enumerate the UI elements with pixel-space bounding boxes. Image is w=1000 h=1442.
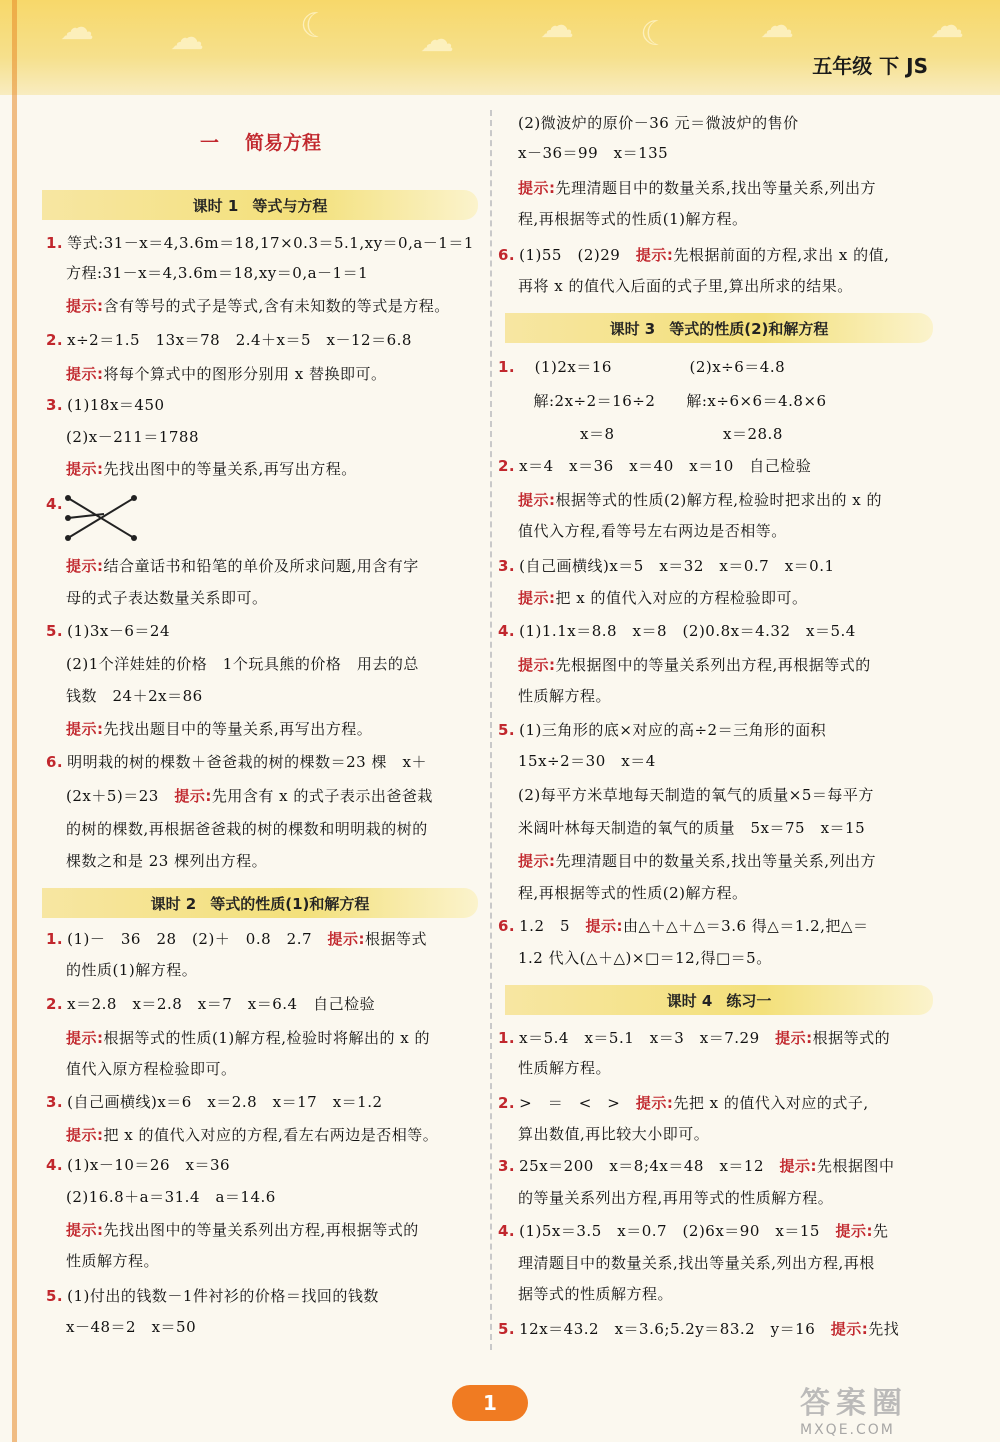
- answer-text: 结合童话书和铅笔的单价及所求问题,用含有字: [103, 557, 419, 575]
- answer-text: (2x＋5)＝23: [66, 787, 175, 805]
- hint-label: 提示:: [66, 720, 104, 738]
- page-number: 1: [452, 1385, 528, 1421]
- question-number: 3.: [46, 396, 64, 414]
- hint-label: 提示:: [835, 1222, 873, 1240]
- hint-label: 提示:: [775, 1029, 813, 1047]
- answer-line: [66, 654, 419, 674]
- hint-text: 先根据前面的方程,求出 x 的值,: [673, 246, 890, 264]
- hint-label: 提示:: [779, 1157, 818, 1175]
- lesson-title: 等式与方程: [252, 196, 328, 215]
- hint-label: 提示:: [66, 365, 104, 383]
- answer-line: [498, 1093, 869, 1113]
- unit-name: 简易方程: [245, 132, 322, 154]
- answer-text: 性质解方程。: [518, 1059, 612, 1077]
- matching-lines-diagram: [64, 492, 138, 544]
- match-dot: [131, 535, 137, 541]
- answer-text: (2)1个洋娃娃的价格 1个玩具熊的价格 用去的总: [66, 655, 419, 673]
- hint-label: 提示:: [585, 917, 624, 935]
- cloud-icon: ☁: [170, 18, 204, 58]
- answer-line: [518, 424, 783, 444]
- answer-text: (1)付出的钱数－1件衬衫的价格＝找回的钱数: [67, 1287, 379, 1305]
- hint-label: 提示:: [174, 787, 212, 805]
- answer-line: [46, 494, 67, 514]
- hint-label: 提示:: [518, 179, 556, 197]
- answer-line: [518, 1284, 673, 1304]
- answer-text: 的树的棵数,再根据爸爸栽的树的棵数和明明栽的树的: [66, 820, 428, 838]
- question-number: 1.: [46, 234, 64, 252]
- answer-text: (1)55 (2)29: [519, 246, 636, 264]
- answer-text: 值代入原方程检验即可。: [66, 1060, 237, 1078]
- answer-line: [46, 1286, 379, 1306]
- lesson-label: 课时 2: [150, 894, 197, 913]
- match-dot: [131, 495, 137, 501]
- unit-number: 一: [200, 132, 220, 154]
- page-spine: [12, 0, 17, 1442]
- hint-line: [66, 1220, 419, 1240]
- cloud-icon: ☁: [420, 20, 454, 60]
- answer-text: x＝4 x＝36 x＝40 x＝10 自己检验: [519, 457, 812, 475]
- question-number: 6.: [498, 246, 516, 264]
- match-dot: [65, 515, 71, 521]
- answer-line: [46, 330, 412, 350]
- answer-line: [518, 113, 799, 133]
- answer-line: [66, 427, 199, 447]
- answer-text: 1.2 5: [519, 917, 586, 935]
- question-number: 2.: [46, 995, 64, 1013]
- answer-line: [46, 395, 165, 415]
- moon-icon: ☾: [640, 14, 671, 54]
- answer-text: 理清题目中的数量关系,找出等量关系,列出方程,再根: [518, 1254, 875, 1272]
- answer-line: [518, 1188, 833, 1208]
- answer-text: (2)16.8＋a＝31.4 a＝14.6: [66, 1188, 276, 1206]
- answer-text: (1)2x＝16 (2)x÷6＝4.8: [519, 358, 786, 376]
- answer-text: 母的式子表达数量关系即可。: [66, 589, 268, 607]
- answer-text: (自己画横线)x＝6 x＝2.8 x＝17 x＝1.2: [67, 1093, 383, 1111]
- answer-text: x－48＝2 x＝50: [66, 1318, 197, 1336]
- grade-label: 五年级 下 JS: [812, 54, 928, 78]
- hint-text: 先找: [868, 1320, 900, 1338]
- lesson-title: 等式的性质(1)和解方程: [210, 894, 370, 913]
- question-number: 3.: [46, 1093, 64, 1111]
- hint-line: [66, 719, 372, 739]
- answer-line: [66, 786, 433, 806]
- answer-line: [46, 1155, 230, 1175]
- cloud-icon: ☁: [540, 6, 574, 46]
- hint-label: 提示:: [518, 491, 556, 509]
- answer-line: [518, 818, 865, 838]
- answer-line: [498, 357, 785, 377]
- answer-text: 根据等式的性质(1)解方程,检验时将解出的 x 的: [103, 1029, 431, 1047]
- hint-label: 提示:: [66, 1126, 104, 1144]
- answer-text: 先找出题目中的等量关系,再写出方程。: [103, 720, 373, 738]
- answer-line: [498, 720, 826, 740]
- hint-label: 提示:: [518, 589, 556, 607]
- answer-text: x＝5.4 x＝5.1 x＝3 x＝7.29: [519, 1029, 776, 1047]
- answer-line: [518, 686, 611, 706]
- question-number: 4.: [498, 622, 516, 640]
- hint-label: 提示:: [635, 1094, 674, 1112]
- question-number: 3.: [498, 557, 516, 575]
- answer-text: (1)x－10＝26 x＝36: [67, 1156, 231, 1174]
- answer-line: [498, 1221, 888, 1241]
- answer-line: [518, 209, 748, 229]
- answer-line: [66, 819, 428, 839]
- hint-label: 提示:: [66, 297, 104, 315]
- answer-line: [518, 1253, 875, 1273]
- answer-text: 的等量关系列出方程,再用等式的性质解方程。: [518, 1189, 834, 1207]
- hint-line: [66, 1125, 438, 1145]
- answer-line: [66, 263, 368, 283]
- question-number: 6.: [46, 753, 64, 771]
- question-number: 1.: [498, 1029, 516, 1047]
- answer-text: 把 x 的值代入对应的方程,看左右两边是否相等。: [103, 1126, 439, 1144]
- answer-text: 再将 x 的值代入后面的式子里,算出所求的结果。: [518, 277, 853, 295]
- answer-text: (1)3x－6＝24: [67, 622, 171, 640]
- answer-line: [46, 929, 427, 949]
- answer-text: 15x÷2＝30 x＝4: [518, 752, 656, 770]
- unit-title: [200, 128, 321, 155]
- hint-text: 先用含有 x 的式子表示出爸爸栽: [211, 787, 433, 805]
- lesson-label: 课时 3: [609, 319, 656, 338]
- moon-icon: ☾: [300, 6, 331, 46]
- answer-line: [498, 1028, 890, 1048]
- answer-line: [518, 521, 787, 541]
- answer-text: 先根据图中的等量关系列出方程,再根据等式的: [555, 656, 871, 674]
- answer-text: 性质解方程。: [518, 687, 612, 705]
- hint-text: 根据等式的: [812, 1029, 891, 1047]
- answer-text: 程,再根据等式的性质(2)解方程。: [518, 884, 748, 902]
- answer-text: 将每个算式中的图形分别用 x 替换即可。: [103, 365, 387, 383]
- hint-line: [66, 364, 387, 384]
- answer-line: [498, 621, 856, 641]
- answer-line: [46, 621, 170, 641]
- lesson-label: 课时 4: [666, 991, 713, 1010]
- hint-line: [518, 490, 882, 510]
- lesson-4-header: [505, 985, 933, 1015]
- answer-line: [66, 686, 203, 706]
- answer-text: 25x＝200 x＝8;4x＝48 x＝12: [519, 1157, 780, 1175]
- answer-line: [518, 143, 668, 163]
- answer-text: x＝8 x＝28.8: [518, 425, 783, 443]
- question-number: 5.: [498, 721, 516, 739]
- answer-text: 性质解方程。: [66, 1252, 160, 1270]
- answer-text: 等式:31－x＝4,3.6m＝18,17×0.3＝5.1,xy＝0,a－1＝1: [67, 234, 474, 252]
- hint-text: 由△＋△＋△＝3.6 得△＝1.2,把△＝: [623, 917, 869, 935]
- hint-line: [518, 588, 808, 608]
- hint-label: 提示:: [66, 1221, 104, 1239]
- answer-line: [518, 948, 772, 968]
- lesson-label: 课时 1: [192, 196, 239, 215]
- answer-line: [518, 785, 874, 805]
- answer-text: x－36＝99 x＝135: [518, 144, 669, 162]
- answer-text: 钱数 24＋2x＝86: [66, 687, 203, 705]
- question-number: 4.: [46, 495, 64, 513]
- answer-line: [46, 994, 375, 1014]
- answer-line: [518, 276, 853, 296]
- answer-text: 12x＝43.2 x＝3.6;5.2y＝83.2 y＝16: [519, 1320, 831, 1338]
- hint-label: 提示:: [518, 656, 556, 674]
- hint-line: [66, 556, 419, 576]
- answer-text: (2)x－211＝1788: [66, 428, 200, 446]
- lesson-2-header: [42, 888, 478, 918]
- answer-line: [46, 1092, 383, 1112]
- answer-line: [518, 391, 827, 411]
- question-number: 1.: [46, 930, 64, 948]
- answer-text: (1)－ 36 28 (2)＋ 0.8 2.7: [67, 930, 328, 948]
- answer-text: 根据等式的性质(2)解方程,检验时把求出的 x 的: [555, 491, 883, 509]
- header-banner: [0, 0, 1000, 95]
- question-number: 2.: [46, 331, 64, 349]
- answer-line: [498, 1156, 895, 1176]
- answer-text: x＝2.8 x＝2.8 x＝7 x＝6.4 自己检验: [67, 995, 376, 1013]
- answer-text: 解:2x÷2＝16÷2 解:x÷6×6＝4.8×6: [518, 392, 827, 410]
- question-number: 4.: [498, 1222, 516, 1240]
- answer-line: [46, 233, 474, 253]
- hint-label: 提示:: [327, 930, 366, 948]
- question-number: 5.: [46, 1287, 64, 1305]
- match-dot: [65, 535, 71, 541]
- answer-line: [66, 1251, 159, 1271]
- lesson-3-header: [505, 313, 933, 343]
- answer-text: (1)5x＝3.5 x＝0.7 (2)6x＝90 x＝15: [519, 1222, 836, 1240]
- watermark-logo: 答案圈: [800, 1386, 908, 1421]
- hint-line: [66, 296, 450, 316]
- hint-line: [518, 851, 876, 871]
- answer-text: 含有等号的式子是等式,含有未知数的等式是方程。: [103, 297, 450, 315]
- answer-text: 1.2 代入(△＋△)×□＝12,得□＝5。: [518, 949, 772, 967]
- question-number: 1.: [498, 358, 516, 376]
- question-number: 3.: [498, 1157, 516, 1175]
- hint-label: 提示:: [66, 1029, 104, 1047]
- answer-text: 算出数值,再比较大小即可。: [518, 1125, 710, 1143]
- question-number: 5.: [498, 1320, 516, 1338]
- answer-text: (1)18x＝450: [67, 396, 165, 414]
- answer-line: [518, 1124, 709, 1144]
- question-number: 2.: [498, 457, 516, 475]
- question-number: 5.: [46, 622, 64, 640]
- lesson-title: 等式的性质(2)和解方程: [669, 319, 829, 338]
- watermark-url: MXQE.COM: [800, 1422, 895, 1438]
- answer-text: (2)每平方米草地每天制造的氧气的质量×5＝每平方: [518, 786, 874, 804]
- answer-text: (1)1.1x＝8.8 x＝8 (2)0.8x＝4.32 x＝5.4: [519, 622, 856, 640]
- answer-text: 值代入方程,看等号左右两边是否相等。: [518, 522, 787, 540]
- answer-line: [498, 556, 835, 576]
- hint-line: [518, 178, 876, 198]
- answer-line: [518, 883, 748, 903]
- cloud-icon: ☁: [60, 8, 94, 48]
- answer-text: 米阔叶林每天制造的氧气的质量 5x＝75 x＝15: [518, 819, 866, 837]
- hint-line: [66, 459, 357, 479]
- question-number: 2.: [498, 1094, 516, 1112]
- answer-line: [46, 752, 427, 772]
- answer-line: [66, 1187, 276, 1207]
- hint-line: [518, 655, 871, 675]
- answer-text: 先理清题目中的数量关系,找出等量关系,列出方: [555, 179, 877, 197]
- answer-text: > ＝ < >: [519, 1094, 636, 1112]
- answer-text: 方程:31－x＝4,3.6m＝18,xy＝0,a－1＝1: [66, 264, 369, 282]
- answer-text: 把 x 的值代入对应的方程检验即可。: [555, 589, 808, 607]
- answer-line: [518, 751, 656, 771]
- hint-text: 先根据图中: [817, 1157, 895, 1175]
- answer-text: 的性质(1)解方程。: [66, 961, 198, 979]
- answer-line: [498, 245, 889, 265]
- column-divider: [490, 110, 492, 1350]
- answer-line: [498, 1319, 899, 1339]
- answer-line: [66, 1317, 196, 1337]
- answer-line: [66, 1059, 237, 1079]
- answer-text: 先找出图中的等量关系,再写出方程。: [103, 460, 357, 478]
- answer-line: [498, 916, 868, 936]
- hint-label: 提示:: [635, 246, 674, 264]
- answer-text: (2)微波炉的原价－36 元＝微波炉的售价: [518, 114, 799, 132]
- hint-label: 提示:: [518, 852, 556, 870]
- hint-text: 根据等式: [365, 930, 428, 948]
- hint-line: [66, 1028, 430, 1048]
- hint-text: 先把 x 的值代入对应的式子,: [673, 1094, 869, 1112]
- hint-label: 提示:: [66, 557, 104, 575]
- cloud-icon: ☁: [930, 6, 964, 46]
- answer-text: (1)三角形的底×对应的高÷2＝三角形的面积: [519, 721, 827, 739]
- hint-label: 提示:: [66, 460, 104, 478]
- answer-text: 先找出图中的等量关系列出方程,再根据等式的: [103, 1221, 419, 1239]
- answer-text: 先理清题目中的数量关系,找出等量关系,列出方: [555, 852, 877, 870]
- answer-line: [498, 456, 811, 476]
- hint-label: 提示:: [830, 1320, 869, 1338]
- answer-text: (自己画横线)x＝5 x＝32 x＝0.7 x＝0.1: [519, 557, 835, 575]
- answer-text: 明明栽的树的棵数＋爸爸栽的树的棵数＝23 棵 x＋: [67, 753, 427, 771]
- answer-line: [66, 960, 197, 980]
- answer-text: 程,再根据等式的性质(1)解方程。: [518, 210, 748, 228]
- answer-text: 棵数之和是 23 棵列出方程。: [66, 852, 268, 870]
- cloud-icon: ☁: [760, 6, 794, 46]
- answer-text: x÷2＝1.5 13x＝78 2.4＋x＝5 x－12＝6.8: [67, 331, 412, 349]
- question-number: 4.: [46, 1156, 64, 1174]
- answer-text: 据等式的性质解方程。: [518, 1285, 674, 1303]
- answer-line: [66, 588, 268, 608]
- watermark: [800, 1378, 908, 1438]
- lesson-title: 练习一: [726, 991, 772, 1010]
- answer-line: [518, 1058, 611, 1078]
- question-number: 6.: [498, 917, 516, 935]
- answer-line: [66, 851, 267, 871]
- lesson-1-header: [42, 190, 478, 220]
- hint-text: 先: [872, 1222, 889, 1240]
